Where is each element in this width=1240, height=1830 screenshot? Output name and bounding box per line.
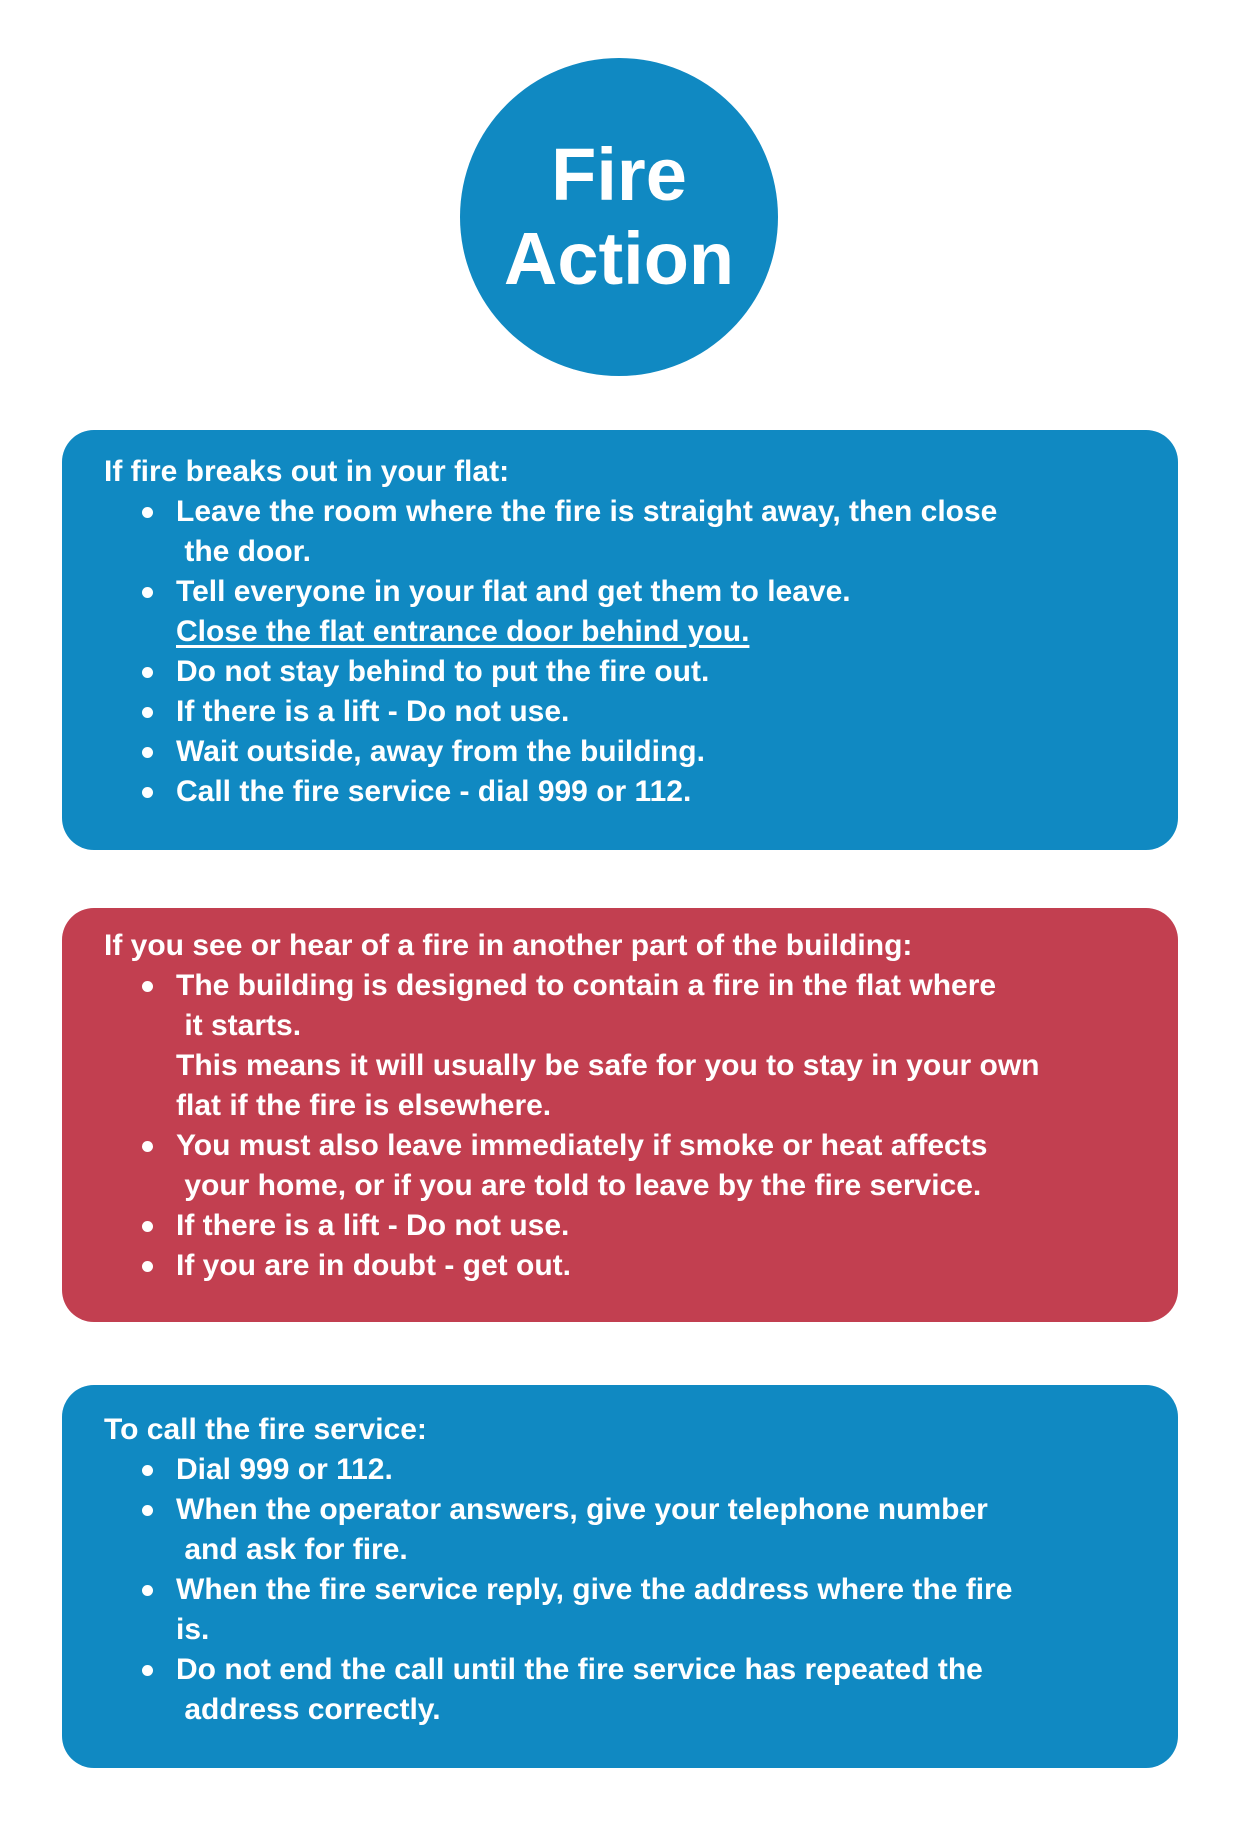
list-item xyxy=(104,1126,1118,1206)
item-line: Leave the room where the fire is straight away, then close xyxy=(176,495,998,528)
item-line: When the operator answers, give your telephone number xyxy=(176,1493,988,1526)
list-item xyxy=(104,1246,1118,1286)
list-item xyxy=(104,492,1118,572)
list-item xyxy=(104,1490,1118,1570)
item-line: it starts. xyxy=(176,1009,302,1042)
list-item xyxy=(104,732,1118,772)
item-line: The building is designed to contain a fire in the flat where xyxy=(176,969,997,1002)
item-line: When the fire service reply, give the address where the fire xyxy=(176,1573,1013,1606)
bullet-icon xyxy=(142,587,153,598)
instruction-list xyxy=(104,966,1118,1286)
item-line: the door. xyxy=(176,535,311,568)
item-line: Call the fire service - dial 999 or 112. xyxy=(176,775,692,808)
list-item xyxy=(104,1650,1118,1730)
bullet-icon xyxy=(142,667,153,678)
list-item xyxy=(104,1570,1118,1650)
list-item xyxy=(104,966,1118,1126)
item-line: Dial 999 or 112. xyxy=(176,1453,393,1486)
item-line: and ask for fire. xyxy=(176,1533,408,1566)
item-line: Wait outside, away from the building. xyxy=(176,735,705,768)
instruction-list xyxy=(104,492,1118,812)
list-item xyxy=(104,692,1118,732)
item-line: your home, or if you are told to leave by the fire service. xyxy=(176,1169,982,1202)
bullet-icon xyxy=(142,1221,153,1232)
item-line: If there is a lift - Do not use. xyxy=(176,695,570,728)
item-line: This means it will usually be safe for you to stay in your own xyxy=(176,1049,1040,1082)
item-line: If there is a lift - Do not use. xyxy=(176,1209,570,1242)
list-item xyxy=(104,772,1118,812)
bullet-icon xyxy=(142,707,153,718)
bullet-icon xyxy=(142,1261,153,1272)
bullet-icon xyxy=(142,747,153,758)
item-line: Tell everyone in your flat and get them to leave. xyxy=(176,575,851,608)
section-heading: If you see or hear of a fire in another part of the building: xyxy=(104,929,913,962)
item-line: is. xyxy=(176,1613,210,1646)
item-line: If you are in doubt - get out. xyxy=(176,1249,571,1282)
section-fire-elsewhere xyxy=(62,908,1178,1322)
bullet-icon xyxy=(142,1505,153,1516)
item-line: address correctly. xyxy=(176,1693,441,1726)
bullet-icon xyxy=(142,1141,153,1152)
instruction-list xyxy=(104,1450,1118,1730)
bullet-icon xyxy=(142,507,153,518)
bullet-icon xyxy=(142,1465,153,1476)
item-line: Do not end the call until the fire service has repeated the xyxy=(176,1653,983,1686)
item-line: Do not stay behind to put the fire out. xyxy=(176,655,710,688)
section-heading: To call the fire service: xyxy=(104,1413,427,1446)
item-line-underlined: Close the flat entrance door behind you. xyxy=(176,615,750,648)
bullet-icon xyxy=(142,1585,153,1596)
list-item xyxy=(104,572,1118,652)
bullet-icon xyxy=(142,787,153,798)
section-call-fire-service xyxy=(62,1385,1178,1768)
item-line: flat if the fire is elsewhere. xyxy=(176,1089,552,1122)
list-item xyxy=(104,1450,1118,1490)
section-fire-in-flat xyxy=(62,430,1178,850)
title-line-2: Action xyxy=(503,217,735,300)
list-item xyxy=(104,1206,1118,1246)
bullet-icon xyxy=(142,1665,153,1676)
section-heading: If fire breaks out in your flat: xyxy=(104,455,510,488)
item-line: You must also leave immediately if smoke or heat affects xyxy=(176,1129,988,1162)
fire-action-badge xyxy=(460,58,778,376)
title-line-1: Fire xyxy=(551,133,687,216)
bullet-icon xyxy=(142,981,153,992)
list-item xyxy=(104,652,1118,692)
